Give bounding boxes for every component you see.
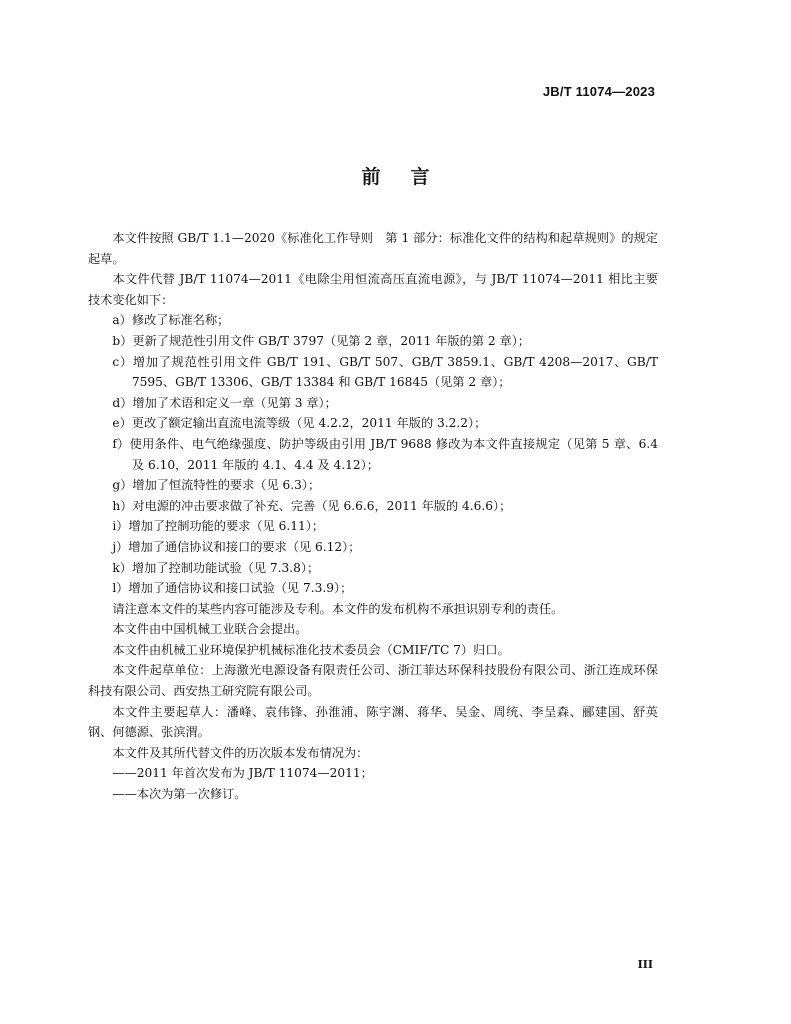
list-item: l）增加了通信协议和接口试验（见 7.3.9）； xyxy=(112,581,353,596)
paragraph-history-intro: 本文件及其所代替文件的历次版本发布情况为： xyxy=(112,745,369,760)
paragraph-drafting-units: 本文件起草单位：上海激光电源设备有限责任公司、浙江菲达环保科技股份有限公司、浙江连成环保科技有限公司、西安热工研究院有限公司。 xyxy=(88,663,658,699)
paragraph-patent-notice: 请注意本文件的某些内容可能涉及专利。本文件的发布机构不承担识别专利的责任。 xyxy=(112,601,564,616)
list-item: a）修改了标准名称； xyxy=(112,313,230,328)
history-item: ——2011 年首次发布为 JB/T 11074—2011； xyxy=(112,766,373,781)
list-item: j）增加了通信协议和接口的要求（见 6.12）； xyxy=(112,539,361,554)
list-item: k）增加了控制功能试验（见 7.3.8）； xyxy=(112,560,320,575)
foreword-body xyxy=(88,228,658,805)
changes-list xyxy=(88,310,658,598)
list-item: i）增加了控制功能的要求（见 6.11）； xyxy=(112,519,325,534)
page-number: III xyxy=(637,958,653,971)
list-item: h）对电源的冲击要求做了补充、完善（见 6.6.6，2011 年版的 4.6.6）； xyxy=(112,498,512,513)
standard-number: JB/T 11074—2023 xyxy=(542,84,655,99)
list-item: e）更改了额定输出直流电流等级（见 4.2.2，2011 年版的 3.2.2）； xyxy=(112,416,487,431)
history-item: ——本次为第一次修订。 xyxy=(112,787,247,802)
page-title: 前言 xyxy=(361,166,460,188)
list-item: f）使用条件、电气绝缘强度、防护等级由引用 JB/T 9688 修改为本文件直接规定（见第 5 章、6.4 及 6.10，2011 年版的 4.1、4.4 及 4.12）； xyxy=(112,436,658,472)
list-item: c）增加了规范性引用文件 GB/T 191、GB/T 507、GB/T 3859.1、GB/T 4208—2017、GB/T 7595、GB/T 13306、GB/T 13384 和 GB/T 16845（见第 2 章）； xyxy=(112,354,658,390)
paragraph-drafting-rules: 本文件按照 GB/T 1.1—2020《标准化工作导则 第 1 部分：标准化文件的结构和起草规则》的规定起草。 xyxy=(88,231,658,266)
paragraph-replacement: 本文件代替 JB/T 11074—2011《电除尘用恒流高压直流电源》，与 JB/T 11074—2011 相比主要技术变化如下： xyxy=(88,272,658,307)
list-item: g）增加了恒流特性的要求（见 6.3）； xyxy=(112,478,321,493)
list-item: d）增加了术语和定义一章（见第 3 章）； xyxy=(112,395,337,410)
paragraph-drafters: 本文件主要起草人：潘峰、袁伟锋、孙淮浦、陈宇渊、蒋华、吴金、周统、李呈森、郦建国、舒英钢、何德源、张滨渭。 xyxy=(88,704,658,740)
paragraph-proposer: 本文件由中国机械工业联合会提出。 xyxy=(112,622,308,637)
list-item: b）更新了规范性引用文件 GB/T 3797（见第 2 章，2011 年版的第 2 章）； xyxy=(112,333,530,348)
paragraph-committee: 本文件由机械工业环境保护机械标准化技术委员会（CMIF/TC 7）归口。 xyxy=(112,642,510,657)
